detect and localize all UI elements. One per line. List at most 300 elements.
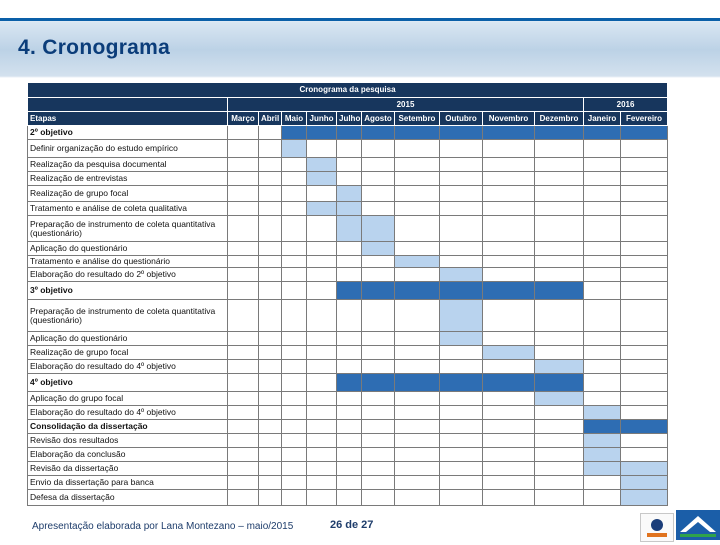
gantt-empty-cell: [395, 406, 440, 420]
schedule-row: [28, 158, 668, 172]
table-month-row: [28, 112, 668, 126]
gantt-empty-cell: [228, 434, 259, 448]
month-header: Setembro: [395, 112, 440, 126]
month-header: Dezembro: [535, 112, 584, 126]
gantt-empty-cell: [282, 420, 307, 434]
gantt-bar-cell: [584, 406, 621, 420]
gantt-empty-cell: [483, 490, 535, 506]
gantt-empty-cell: [440, 392, 483, 406]
gantt-bar-cell: [535, 126, 584, 140]
gantt-empty-cell: [584, 332, 621, 346]
gantt-empty-cell: [535, 490, 584, 506]
gantt-empty-cell: [259, 126, 282, 140]
institution-logo: [640, 513, 674, 542]
gantt-empty-cell: [535, 434, 584, 448]
gantt-bar-cell: [440, 374, 483, 392]
gantt-empty-cell: [621, 282, 668, 300]
gantt-empty-cell: [337, 158, 362, 172]
gantt-empty-cell: [228, 462, 259, 476]
gantt-empty-cell: [362, 202, 395, 216]
gantt-empty-cell: [307, 392, 337, 406]
gantt-empty-cell: [584, 392, 621, 406]
gantt-empty-cell: [259, 434, 282, 448]
gantt-bar-cell: [584, 448, 621, 462]
schedule-row: [28, 346, 668, 360]
gantt-empty-cell: [307, 476, 337, 490]
gantt-empty-cell: [621, 242, 668, 256]
gantt-bar-cell: [362, 216, 395, 242]
etapa-label: Preparação de instrumento de coleta quantitativa (questionário): [28, 216, 228, 242]
schedule-row: [28, 256, 668, 268]
gantt-empty-cell: [282, 462, 307, 476]
gantt-empty-cell: [535, 202, 584, 216]
gantt-empty-cell: [440, 434, 483, 448]
gantt-empty-cell: [362, 434, 395, 448]
etapa-label: Aplicação do questionário: [28, 332, 228, 346]
gantt-empty-cell: [307, 360, 337, 374]
gantt-empty-cell: [259, 158, 282, 172]
gantt-empty-cell: [362, 300, 395, 332]
gantt-empty-cell: [228, 490, 259, 506]
gantt-empty-cell: [307, 374, 337, 392]
gantt-empty-cell: [621, 332, 668, 346]
etapa-label: 2º objetivo: [28, 126, 228, 140]
footer-credit: Apresentação elaborada por Lana Montezano – maio/2015: [32, 521, 294, 532]
gantt-empty-cell: [362, 420, 395, 434]
gantt-empty-cell: [282, 448, 307, 462]
gantt-empty-cell: [228, 420, 259, 434]
gantt-empty-cell: [362, 158, 395, 172]
month-header: Agosto: [362, 112, 395, 126]
gantt-empty-cell: [307, 448, 337, 462]
etapa-label: Consolidação da dissertação: [28, 420, 228, 434]
gantt-empty-cell: [535, 268, 584, 282]
gantt-bar-cell: [282, 140, 307, 158]
gantt-empty-cell: [535, 140, 584, 158]
gantt-bar-cell: [337, 202, 362, 216]
schedule-row: [28, 332, 668, 346]
gantt-empty-cell: [362, 448, 395, 462]
gantt-empty-cell: [259, 202, 282, 216]
gantt-empty-cell: [228, 140, 259, 158]
gantt-empty-cell: [362, 406, 395, 420]
etapa-label: 4º objetivo: [28, 374, 228, 392]
gantt-empty-cell: [282, 242, 307, 256]
gantt-empty-cell: [483, 140, 535, 158]
gantt-empty-cell: [535, 346, 584, 360]
schedule-row: [28, 448, 668, 462]
gantt-empty-cell: [535, 332, 584, 346]
gantt-empty-cell: [259, 268, 282, 282]
gantt-empty-cell: [440, 202, 483, 216]
gantt-empty-cell: [362, 256, 395, 268]
gantt-empty-cell: [584, 268, 621, 282]
gantt-empty-cell: [395, 158, 440, 172]
etapa-label: Realização de entrevistas: [28, 172, 228, 186]
gantt-empty-cell: [535, 462, 584, 476]
gantt-empty-cell: [483, 256, 535, 268]
gantt-empty-cell: [337, 300, 362, 332]
gantt-empty-cell: [337, 346, 362, 360]
gantt-empty-cell: [584, 490, 621, 506]
etapa-label: Revisão da dissertação: [28, 462, 228, 476]
schedule-row: [28, 434, 668, 448]
gantt-empty-cell: [584, 158, 621, 172]
gantt-empty-cell: [621, 256, 668, 268]
gantt-empty-cell: [228, 374, 259, 392]
gantt-empty-cell: [440, 158, 483, 172]
gantt-empty-cell: [228, 392, 259, 406]
gantt-empty-cell: [259, 346, 282, 360]
gantt-empty-cell: [395, 360, 440, 374]
etapa-label: Defesa da dissertação: [28, 490, 228, 506]
gantt-empty-cell: [307, 490, 337, 506]
gantt-bar-cell: [307, 126, 337, 140]
gantt-empty-cell: [395, 242, 440, 256]
gantt-empty-cell: [395, 268, 440, 282]
etapas-header: Etapas: [28, 112, 228, 126]
gantt-empty-cell: [337, 360, 362, 374]
month-header: Outubro: [440, 112, 483, 126]
gantt-empty-cell: [483, 242, 535, 256]
gantt-empty-cell: [337, 462, 362, 476]
gantt-empty-cell: [395, 448, 440, 462]
gantt-empty-cell: [621, 202, 668, 216]
gantt-bar-cell: [362, 374, 395, 392]
gantt-empty-cell: [395, 420, 440, 434]
gantt-empty-cell: [621, 374, 668, 392]
year-2015: 2015: [228, 98, 584, 112]
gantt-bar-cell: [337, 374, 362, 392]
gantt-empty-cell: [440, 406, 483, 420]
gantt-bar-cell: [337, 282, 362, 300]
gantt-empty-cell: [228, 448, 259, 462]
gantt-empty-cell: [483, 202, 535, 216]
gantt-empty-cell: [282, 406, 307, 420]
gantt-empty-cell: [395, 346, 440, 360]
gantt-bar-cell: [483, 374, 535, 392]
gantt-empty-cell: [395, 186, 440, 202]
gantt-empty-cell: [584, 140, 621, 158]
schedule-table: [27, 82, 668, 506]
gantt-empty-cell: [259, 392, 282, 406]
gantt-empty-cell: [395, 202, 440, 216]
schedule-row: [28, 140, 668, 158]
gantt-empty-cell: [228, 256, 259, 268]
gantt-bar-cell: [621, 462, 668, 476]
gantt-bar-cell: [395, 282, 440, 300]
gantt-empty-cell: [483, 448, 535, 462]
gantt-empty-cell: [337, 392, 362, 406]
gantt-empty-cell: [483, 476, 535, 490]
gantt-empty-cell: [621, 346, 668, 360]
etapa-label: Tratamento e análise do questionário: [28, 256, 228, 268]
month-header: Novembro: [483, 112, 535, 126]
gantt-empty-cell: [282, 202, 307, 216]
month-header: Março: [228, 112, 259, 126]
month-header: Fevereiro: [621, 112, 668, 126]
gantt-empty-cell: [228, 158, 259, 172]
gantt-empty-cell: [395, 172, 440, 186]
gantt-empty-cell: [228, 476, 259, 490]
gantt-bar-cell: [483, 126, 535, 140]
gantt-empty-cell: [535, 300, 584, 332]
gantt-empty-cell: [259, 490, 282, 506]
gantt-empty-cell: [535, 256, 584, 268]
gantt-empty-cell: [307, 462, 337, 476]
gantt-empty-cell: [584, 256, 621, 268]
gantt-bar-cell: [282, 126, 307, 140]
gantt-empty-cell: [584, 216, 621, 242]
gantt-empty-cell: [259, 256, 282, 268]
gantt-empty-cell: [337, 448, 362, 462]
gantt-bar-cell: [362, 242, 395, 256]
gantt-empty-cell: [259, 374, 282, 392]
etapa-label: Tratamento e análise de coleta qualitativa: [28, 202, 228, 216]
gantt-empty-cell: [307, 216, 337, 242]
gantt-empty-cell: [535, 186, 584, 202]
gantt-empty-cell: [337, 420, 362, 434]
gantt-empty-cell: [535, 216, 584, 242]
gantt-empty-cell: [282, 346, 307, 360]
gantt-bar-cell: [535, 392, 584, 406]
schedule-row: [28, 186, 668, 202]
gantt-bar-cell: [440, 126, 483, 140]
etapa-label: Realização de grupo focal: [28, 346, 228, 360]
schedule-row: [28, 300, 668, 332]
gantt-empty-cell: [621, 216, 668, 242]
university-logo: [676, 510, 720, 540]
gantt-empty-cell: [259, 476, 282, 490]
gantt-empty-cell: [621, 434, 668, 448]
etapa-label: Envio da dissertação para banca: [28, 476, 228, 490]
gantt-bar-cell: [483, 282, 535, 300]
gantt-empty-cell: [584, 346, 621, 360]
gantt-empty-cell: [535, 448, 584, 462]
gantt-bar-cell: [621, 420, 668, 434]
gantt-empty-cell: [259, 186, 282, 202]
gantt-empty-cell: [483, 332, 535, 346]
month-header: Junho: [307, 112, 337, 126]
gantt-empty-cell: [307, 300, 337, 332]
gantt-empty-cell: [259, 216, 282, 242]
gantt-empty-cell: [440, 420, 483, 434]
gantt-empty-cell: [584, 282, 621, 300]
gantt-empty-cell: [440, 216, 483, 242]
gantt-empty-cell: [337, 434, 362, 448]
gantt-empty-cell: [483, 420, 535, 434]
schedule-row: [28, 420, 668, 434]
gantt-empty-cell: [362, 186, 395, 202]
gantt-empty-cell: [483, 300, 535, 332]
etapa-label: Preparação de instrumento de coleta quantitativa (questionário): [28, 300, 228, 332]
schedule-row: [28, 374, 668, 392]
gantt-empty-cell: [483, 462, 535, 476]
schedule-row: [28, 172, 668, 186]
gantt-empty-cell: [621, 186, 668, 202]
gantt-empty-cell: [282, 158, 307, 172]
gantt-empty-cell: [362, 346, 395, 360]
gantt-empty-cell: [307, 332, 337, 346]
gantt-empty-cell: [584, 172, 621, 186]
gantt-bar-cell: [395, 126, 440, 140]
gantt-bar-cell: [440, 300, 483, 332]
gantt-empty-cell: [395, 300, 440, 332]
gantt-empty-cell: [307, 186, 337, 202]
gantt-empty-cell: [483, 360, 535, 374]
gantt-empty-cell: [440, 346, 483, 360]
gantt-empty-cell: [621, 406, 668, 420]
gantt-empty-cell: [584, 202, 621, 216]
gantt-empty-cell: [282, 332, 307, 346]
gantt-empty-cell: [395, 434, 440, 448]
schedule-row: [28, 476, 668, 490]
gantt-empty-cell: [440, 256, 483, 268]
month-header: Janeiro: [584, 112, 621, 126]
month-header: Maio: [282, 112, 307, 126]
gantt-empty-cell: [228, 282, 259, 300]
gantt-empty-cell: [584, 300, 621, 332]
gantt-empty-cell: [307, 256, 337, 268]
gantt-empty-cell: [483, 158, 535, 172]
gantt-bar-cell: [337, 186, 362, 202]
gantt-empty-cell: [228, 172, 259, 186]
month-header: Julho: [337, 112, 362, 126]
gantt-empty-cell: [395, 216, 440, 242]
gantt-bar-cell: [584, 434, 621, 448]
gantt-empty-cell: [259, 420, 282, 434]
gantt-empty-cell: [307, 268, 337, 282]
gantt-empty-cell: [259, 282, 282, 300]
gantt-empty-cell: [337, 268, 362, 282]
etapa-label: Elaboração da conclusão: [28, 448, 228, 462]
header-rule: [0, 18, 720, 21]
gantt-empty-cell: [259, 462, 282, 476]
gantt-empty-cell: [483, 406, 535, 420]
gantt-bar-cell: [440, 332, 483, 346]
gantt-empty-cell: [535, 158, 584, 172]
schedule-row: [28, 392, 668, 406]
gantt-empty-cell: [337, 256, 362, 268]
page-number: 26 de 27: [330, 519, 374, 531]
gantt-empty-cell: [259, 172, 282, 186]
schedule-row: [28, 202, 668, 216]
gantt-empty-cell: [362, 462, 395, 476]
gantt-empty-cell: [621, 158, 668, 172]
gantt-empty-cell: [395, 462, 440, 476]
gantt-empty-cell: [282, 256, 307, 268]
gantt-empty-cell: [621, 392, 668, 406]
gantt-empty-cell: [535, 242, 584, 256]
gantt-empty-cell: [228, 242, 259, 256]
gantt-empty-cell: [259, 406, 282, 420]
gantt-empty-cell: [282, 268, 307, 282]
gantt-empty-cell: [535, 420, 584, 434]
gantt-bar-cell: [621, 490, 668, 506]
year-2016: 2016: [584, 98, 668, 112]
gantt-bar-cell: [483, 346, 535, 360]
etapa-label: Realização de grupo focal: [28, 186, 228, 202]
gantt-empty-cell: [228, 268, 259, 282]
gantt-empty-cell: [483, 268, 535, 282]
gantt-empty-cell: [228, 186, 259, 202]
gantt-empty-cell: [228, 360, 259, 374]
gantt-bar-cell: [395, 256, 440, 268]
gantt-empty-cell: [483, 434, 535, 448]
etapa-label: Definir organização do estudo empírico: [28, 140, 228, 158]
table-caption: Cronograma da pesquisa: [28, 83, 668, 98]
gantt-empty-cell: [282, 282, 307, 300]
gantt-empty-cell: [307, 434, 337, 448]
table-year-row: [28, 98, 668, 112]
gantt-empty-cell: [395, 476, 440, 490]
etapa-label: 3º objetivo: [28, 282, 228, 300]
gantt-empty-cell: [282, 172, 307, 186]
year-spacer: [28, 98, 228, 112]
gantt-empty-cell: [282, 216, 307, 242]
gantt-bar-cell: [621, 476, 668, 490]
schedule-row: [28, 126, 668, 140]
gantt-empty-cell: [395, 332, 440, 346]
gantt-empty-cell: [362, 268, 395, 282]
gantt-empty-cell: [259, 332, 282, 346]
gantt-bar-cell: [307, 202, 337, 216]
gantt-bar-cell: [307, 172, 337, 186]
gantt-empty-cell: [282, 186, 307, 202]
gantt-empty-cell: [483, 186, 535, 202]
etapa-label: Realização da pesquisa documental: [28, 158, 228, 172]
gantt-empty-cell: [362, 172, 395, 186]
gantt-empty-cell: [440, 360, 483, 374]
gantt-bar-cell: [440, 282, 483, 300]
gantt-empty-cell: [307, 406, 337, 420]
gantt-empty-cell: [621, 360, 668, 374]
schedule-row: [28, 406, 668, 420]
gantt-empty-cell: [282, 476, 307, 490]
gantt-empty-cell: [621, 448, 668, 462]
gantt-bar-cell: [440, 268, 483, 282]
gantt-empty-cell: [228, 346, 259, 360]
schedule-row: [28, 360, 668, 374]
gantt-empty-cell: [228, 202, 259, 216]
gantt-empty-cell: [362, 490, 395, 506]
gantt-empty-cell: [584, 242, 621, 256]
gantt-empty-cell: [228, 216, 259, 242]
gantt-bar-cell: [362, 126, 395, 140]
gantt-empty-cell: [228, 332, 259, 346]
gantt-empty-cell: [395, 140, 440, 158]
schedule-row: [28, 490, 668, 506]
table-caption-row: [28, 83, 668, 98]
gantt-empty-cell: [337, 406, 362, 420]
gantt-empty-cell: [440, 476, 483, 490]
gantt-empty-cell: [337, 490, 362, 506]
gantt-bar-cell: [395, 374, 440, 392]
gantt-empty-cell: [337, 242, 362, 256]
schedule-row: [28, 268, 668, 282]
etapa-label: Elaboração do resultado do 2º objetivo: [28, 268, 228, 282]
gantt-empty-cell: [259, 360, 282, 374]
gantt-empty-cell: [440, 462, 483, 476]
gantt-empty-cell: [535, 406, 584, 420]
gantt-empty-cell: [282, 434, 307, 448]
slide-title: 4. Cronograma: [18, 36, 171, 59]
gantt-empty-cell: [307, 242, 337, 256]
gantt-empty-cell: [362, 140, 395, 158]
gantt-bar-cell: [584, 420, 621, 434]
gantt-bar-cell: [307, 158, 337, 172]
gantt-empty-cell: [395, 490, 440, 506]
